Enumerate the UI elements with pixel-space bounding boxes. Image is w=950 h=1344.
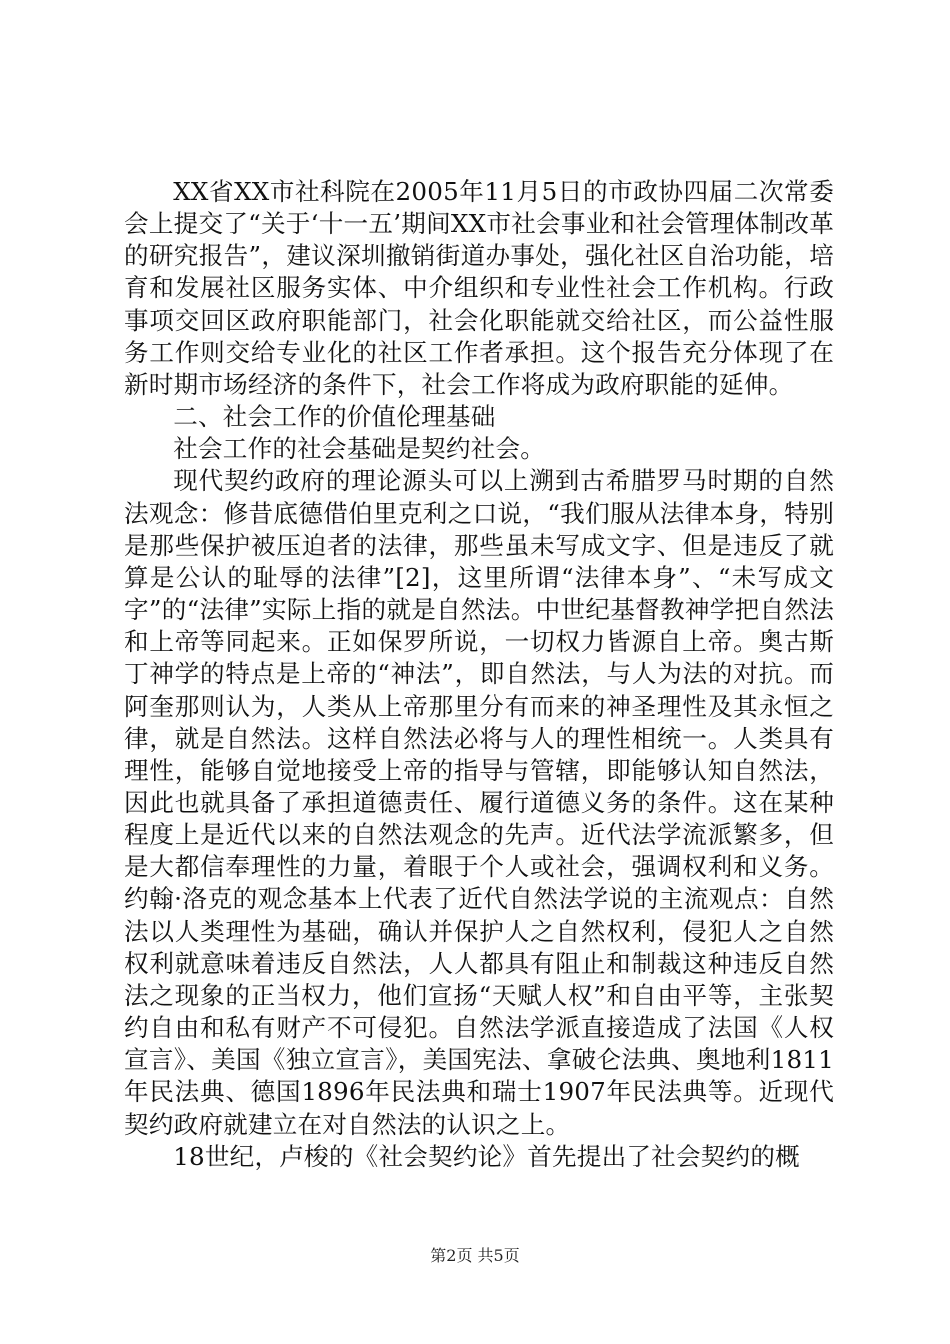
section-heading: 二、社会工作的价值伦理基础	[173, 402, 496, 432]
paragraph-rousseau: 18世纪，卢梭的《社会契约论》首先提出了社会契约的概	[173, 1141, 800, 1171]
paragraph-report: XX省XX市社科院在2005年11月5日的市政协四届二次常委会上提交了“关于‘十一五’期间XX市社会事业和社会管理体制改革的研究报告”，建议深圳撤销街道办事处，强化社区自治功能，培育和发展社区服务实体、中介组织和专业性社会工作机构。行政事项交回区政府职能部门，社会化职能就交给社区，而公益性服务工作则交给专业化的社区工作者承担。这个报告充分体现了在新时期市场经济的条件下，社会工作将成为政府职能的延伸。	[124, 177, 834, 399]
paragraph-contract-society: 社会工作的社会基础是契约社会。	[173, 434, 546, 464]
document-body	[124, 176, 834, 1173]
page-footer: 第2页 共5页	[430, 1246, 520, 1265]
paragraph-natural-law: 现代契约政府的理论源头可以上溯到古希腊罗马时期的自然法观念：修昔底德借伯里克利之口说，“我们服从法律本身，特别是那些保护被压迫者的法律，那些虽未写成文字、但是违反了就算是公认的耻辱的法律”[2]，这里所谓“法律本身”、“未写成文字”的“法律”实际上指的就是自然法。中世纪基督教神学把自然法和上帝等同起来。正如保罗所说，一切权力皆源自上帝。奥古斯丁神学的特点是上帝的“神法”，即自然法，与人为法的对抗。而阿奎那则认为，人类从上帝那里分有而来的神圣理性及其永恒之律，就是自然法。这样自然法必将与人的理性相统一。人类具有理性，能够自觉地接受上帝的指导与管辖，即能够认知自然法，因此也就具备了承担道德责任、履行道德义务的条件。这在某种程度上是近代以来的自然法观念的先声。近代法学流派繁多，但是大都信奉理性的力量，着眼于个人或社会，强调权利和义务。约翰·洛克的观念基本上代表了近代自然法学说的主流观点：自然法以人类理性为基础，确认并保护人之自然权利，侵犯人之自然权利就意味着违反自然法，人人都具有阻止和制裁这种违反自然法之现象的正当权力，他们宣扬“天赋人权”和自由平等，主张契约自由和私有财产不可侵犯。自然法学派直接造成了法国《人权宣言》、美国《独立宣言》，美国宪法、拿破仑法典、奥地利1811年民法典、德国1896年民法典和瑞士1907年民法典等。近现代契约政府就建立在对自然法的认识之上。	[124, 466, 834, 1139]
